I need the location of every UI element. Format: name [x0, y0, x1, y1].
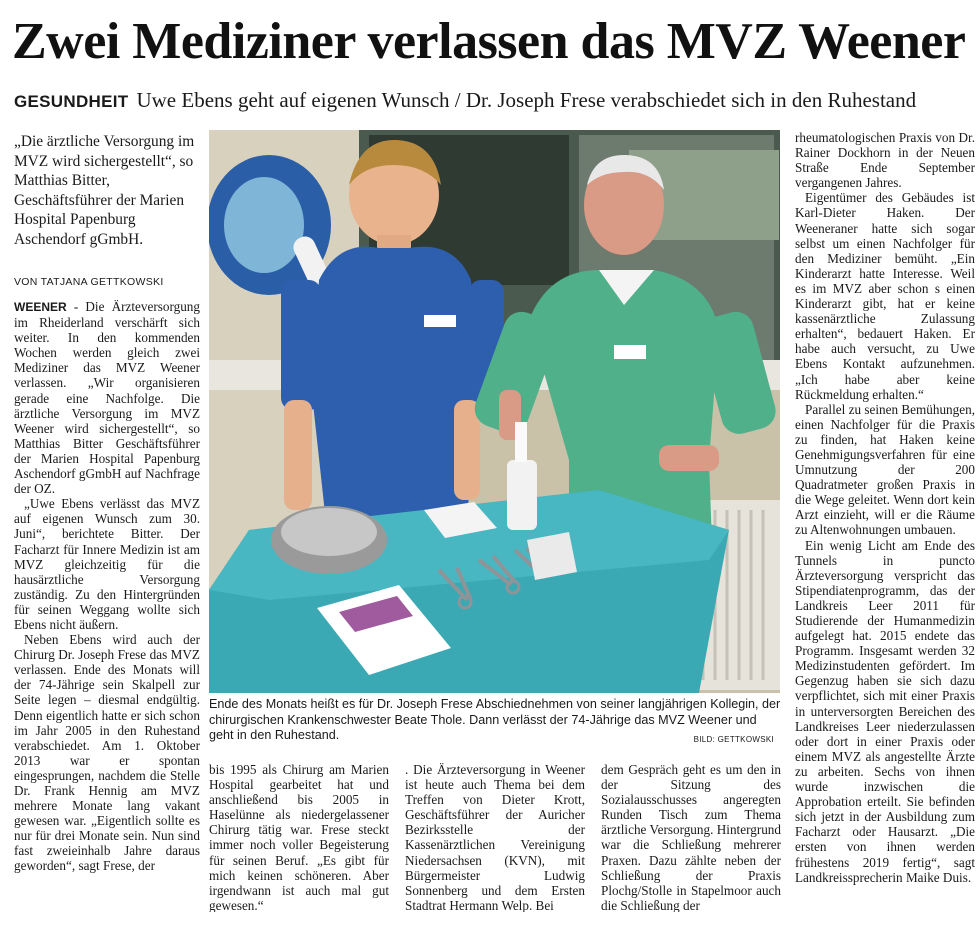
paragraph: WEENER - Die Ärzteversorgung im Rheiderland verschärft sich weiter. In den kommenden Wochen werden gleich zwei Mediziner das MVZ Weener verlassen. „Wir organisieren gerade eine Nachfolge. Die ärztliche Versorgung im MVZ Weener wird sichergestellt“, so Matthias Bitter Geschäftsführer der Marien Hospital Papenburg Aschendorf gGmbH auf Nachfrage der OZ.	[14, 299, 200, 497]
column-4	[601, 762, 781, 912]
subheadline	[14, 86, 974, 117]
paragraph: Neben Ebens wird auch der Chirurg Dr. Joseph Frese das MVZ verlassen. Ende des Monats will der 74-Jährige sein Skalpell zur Seite legen – diesmal endgültig. Denn eigentlich hatte er sich schon im Jahr 2005 in den Ruhestand verabschiedet. Am 1. Oktober 2013 war er spontan eingesprungen, nachdem die Stelle Dr. Frank Hennig am MVZ mehrere Monate lang vakant gewesen war. „Eigentlich sollte es nur für drei Monate sein. Nun sind fast zweieinhalb Jahre daraus geworden“, sagt Frese, der	[14, 632, 200, 874]
section-kicker: GESUNDHEIT	[14, 92, 129, 111]
subtitle: Uwe Ebens geht auf eigenen Wunsch / Dr. Joseph Frese verabschiedet sich in den Ruhestand	[136, 88, 917, 112]
paragraph: Eigentümer des Gebäudes ist Karl-Dieter Haken. Der Weeneraner hatte sich sogar selbst um einen Nachfolger für den Mediziner bemüht. „Ein Kinderarzt hatte Interesse. Weil es im MVZ aber schon s einen Kinderarzt gibt, hat er keine kassenärztliche Zulassung erhalten“, bedauert Haken. Er habe auch versucht, zu Uwe Ebens Kontakt aufzunehmen. „Ich habe aber keine Rückmeldung erhalten.“	[795, 190, 975, 402]
dateline: WEENER	[14, 300, 67, 314]
paragraph: . Die Ärzteversorgung in Weener ist heute auch Thema bei dem Treffen von Dieter Krott, Geschäftsführer der Auricher Bezirksstelle der Kassenärztlichen Vereinigung Niedersachsen (KVN), mit Bürgermeister Ludwig Sonnenberg und dem Ersten Stadtrat Hermann Welp. Bei	[405, 762, 585, 912]
column-2	[209, 762, 389, 912]
headline: Zwei Mediziner verlassen das MVZ Weener	[12, 13, 966, 70]
lead-quote: „Die ärztliche Versorgung im MVZ wird sichergestellt“, so Matthias Bitter, Geschäftsführer der Marien Hospital Papenburg Aschendorf gGmbH.	[14, 133, 195, 248]
column-1	[14, 299, 200, 911]
paragraph: rheumatologischen Praxis von Dr. Rainer Dockhorn in der Neuen Straße Ende September vergangenen Jahres.	[795, 130, 975, 191]
photo-credit: BILD: GETTKOWSKI	[693, 735, 774, 744]
paragraph: dem Gespräch geht es um den in der Sitzung des Sozialausschusses angeregten Runden Tisch zum Thema ärztliche Versorgung. Hintergrund war die Schließung mehrerer Praxen. Dazu zählte neben der Schließung der Praxis Plochg/Stolle in Stapelmoor auch die Schließung der	[601, 762, 781, 912]
author-line: VON TATJANA GETTKOWSKI	[14, 276, 164, 288]
photo-caption: Ende des Monats heißt es für Dr. Joseph Frese Abschiednehmen von seiner langjährigen Kollegin, der chirurgischen Krankenschwester Beate Thole. Dann verlässt der 74-Jährige das MVZ Weener und geht in den Ruhestand.	[209, 697, 781, 742]
paragraph: Parallel zu seinen Bemühungen, einen Nachfolger für die Praxis zu finden, hat Haken keine Genehmigungsverfahren für eine Umnutzung der 200 Quadratmeter großen Praxis in die Wege geleitet. Wenn dort kein Arzt einzieht, will er die Räume zu Altenwohnungen umbauen.	[795, 401, 975, 538]
column-3	[405, 762, 585, 912]
column-5	[795, 130, 975, 912]
paragraph: Ein wenig Licht am Ende des Tunnels in puncto Ärzteversorgung verspricht das Stipendiatenprogramm, das der Landkreis Leer 2011 für Studierende der Humanmedizin aufgelegt hat. 2015 endete das Programm. Insgesamt werden 32 Medizinstudenten gefördert. Im Gegenzug haben sie sich dazu verpflichtet, sich mit einer Praxis in unterversorgten Bereichen des Landkreises Leer niederzulassen oder dort in einer Praxis oder einem MVZ als angestellte Ärzte zu arbeiten. Sechs von ihnen wurde inzwischen die Approbation erteilt. Sie befinden sich jetzt in der Ausbildung zum Facharzt oder Hausarzt. „Die ersten von ihnen werden frühestens 2019 fertig“, sagt Landkreissprecherin Maike Duis.	[795, 537, 975, 885]
photo	[209, 130, 780, 693]
paragraph: „Uwe Ebens verlässt das MVZ auf eigenen Wunsch zum 30. Juni“, berichtete Bitter. Der Facharzt für Innere Medizin ist am MVZ gleichzeitig für die hausärztliche Versorgung zuständig. Zu den Hintergründen für seinen Weggang wollte sich Ebens nicht äußern.	[14, 496, 200, 632]
paragraph: bis 1995 als Chirurg am Marien Hospital gearbeitet hat und anschließend bis 2005 in Haselünne als niedergelassener Chirurg tätig war. Frese steckt immer noch voller Begeisterung für seinen Beruf. „Es gibt für mich keinen schöneren. Aber irgendwann ist auch mal gut gewesen.“	[209, 762, 389, 912]
